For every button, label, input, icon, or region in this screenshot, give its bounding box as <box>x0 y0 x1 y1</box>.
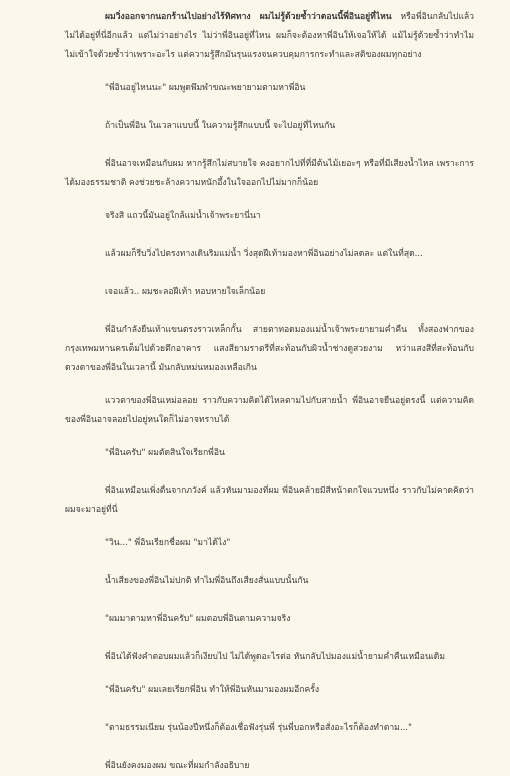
paragraph-7: เจอแล้ว.. ผมชะลอฝีเท้า หอบหายใจเล็กน้อย <box>105 287 266 297</box>
paragraph-1-bold: ผมวิ่งออกจากนอกร้านไปอย่างไร้ทิศทาง ผมไม่รู้ด้วยซ้ำว่าตอนนี้พี่อินอยู่ที่ไหน <box>105 12 392 22</box>
paragraph-1-text: หรือพี่อินกลับไปแล้ว ไม่ได้อยู่ที่นี่อีกแล้ว แต่ไม่ว่าอย่างไร ไม่ว่าพี่อินอยู่ที่ไหน ผมก็จะต้องหาพี่อินให้เจอให้ได้ แม้ไม่รู้ด้วยซ้ำว่าทำไม ไม่เข้าใจด้วยซ้ำว่าเพราะอะไร แต่ความรู้สึกมันรุนแรงจนควบคุมการกระทำและสติของผมทุกอย่าง <box>65 12 474 60</box>
paragraph-3: ถ้าเป็นพี่อิน ในเวลาแบบนี้ ในความรู้สึกแบบนี้ จะไปอยู่ที่ไหนกัน <box>105 121 336 131</box>
paragraph-10: "พี่อินครับ" ผมตัดสินใจเรียกพี่อิน <box>105 448 225 458</box>
paragraph-9: แววตาของพี่อินเหม่อลอย ราวกับความคิดได้ไหลตามไปกับสายน้ำ พี่อินอาจยืนอยู่ตรงนี้ แต่ความคิดของพี่อินอาจลอยไปอยู่หนใดก็ไม่อาจทราบได้ <box>65 396 474 425</box>
paragraph-14: "ผมมาตามหาพี่อินครับ" ผมตอบพี่อินตามความจริง <box>105 614 291 624</box>
paragraph-2: "พี่อินอยู่ไหนนะ" ผมพูดพึมพำขณะพยายามตามหาพี่อิน <box>105 83 306 93</box>
paragraph-5: จริงสิ แถวนี้มันอยู่ใกล้แม่น้ำเจ้าพระยานี่นา <box>105 211 261 221</box>
paragraph-8: พี่อินกำลังยืนเท้าแขนตรงราวเหล็กกั้น สายตาทอดมองแม่น้ำเจ้าพระยายามค่ำคืน ทั้งสองฟากของกรุงเทพมหานครเต็มไปด้วยตึกอาคาร แสงสียามราตรีที่สะท้อนกับผิวน้ำช่างดูสวยงาม หว่าแสงสีที่สะท้อนกับดวงตาของพี่อินในเวลานี้ มันกลับหม่นหมองเหลือเกิน <box>65 325 474 373</box>
paragraph-16: "พี่อินครับ" ผมเลยเรียกพี่อิน ทำให้พี่อินหันมามองผมอีกครั้ง <box>105 685 320 695</box>
paragraph-15: พี่อินได้ฟังคำตอบผมแล้วก็เงียบไป ไม่ได้พูดอะไรต่อ หันกลับไปมองแม่น้ำยามค่ำคืนเหมือนเดิม <box>105 652 446 662</box>
paragraph-11: พี่อินเหมือนเพิ่งตื่นจากภวังค์ แล้วหันมามองที่ผม พี่อินคล้ายมีสีหน้าตกใจแวบหนึ่ง ราวกับไม่คาดคิดว่าผมจะมาอยู่ที่นี่ <box>65 486 474 515</box>
paragraph-1 <box>65 8 474 65</box>
paragraph-12: "วิน..." พี่อินเรียกชื่อผม "มาได้ไง" <box>105 538 231 548</box>
paragraph-17: "ตามธรรมเนียม รุ่นน้องปีหนึ่งก็ต้องเชื่อฟังรุ่นพี่ รุ่นพี่บอกหรือสั่งอะไรก็ต้องทำตาม..." <box>105 723 412 733</box>
paragraph-4: พี่อินอาจเหมือนกับผม หากรู้สึกไม่สบายใจ คงอยากไปที่ที่มีต้นไม้เยอะๆ หรือที่มีเสียงน้ำไหล เพราะการได้มองธรรมชาติ คงช่วยชะล้างความหนักอึ้งในใจออกไปไม่มากก็น้อย <box>65 159 474 188</box>
paragraph-13: น้ำเสียงของพี่อินไม่ปกติ ทำไมพี่อินถึงเสียงสั่นแบบนั้นกัน <box>105 576 309 586</box>
paragraph-6: แล้วผมก็รีบวิ่งไปตรงทางเดินริมแม่น้ำ วิ่งสุดฝีเท้ามองหาพี่อินอย่างไม่ลดละ แต่ในที่สุด... <box>105 249 423 259</box>
paragraph-18: พี่อินยังคงมองผม ขณะที่ผมกำลังอธิบาย <box>105 761 250 771</box>
